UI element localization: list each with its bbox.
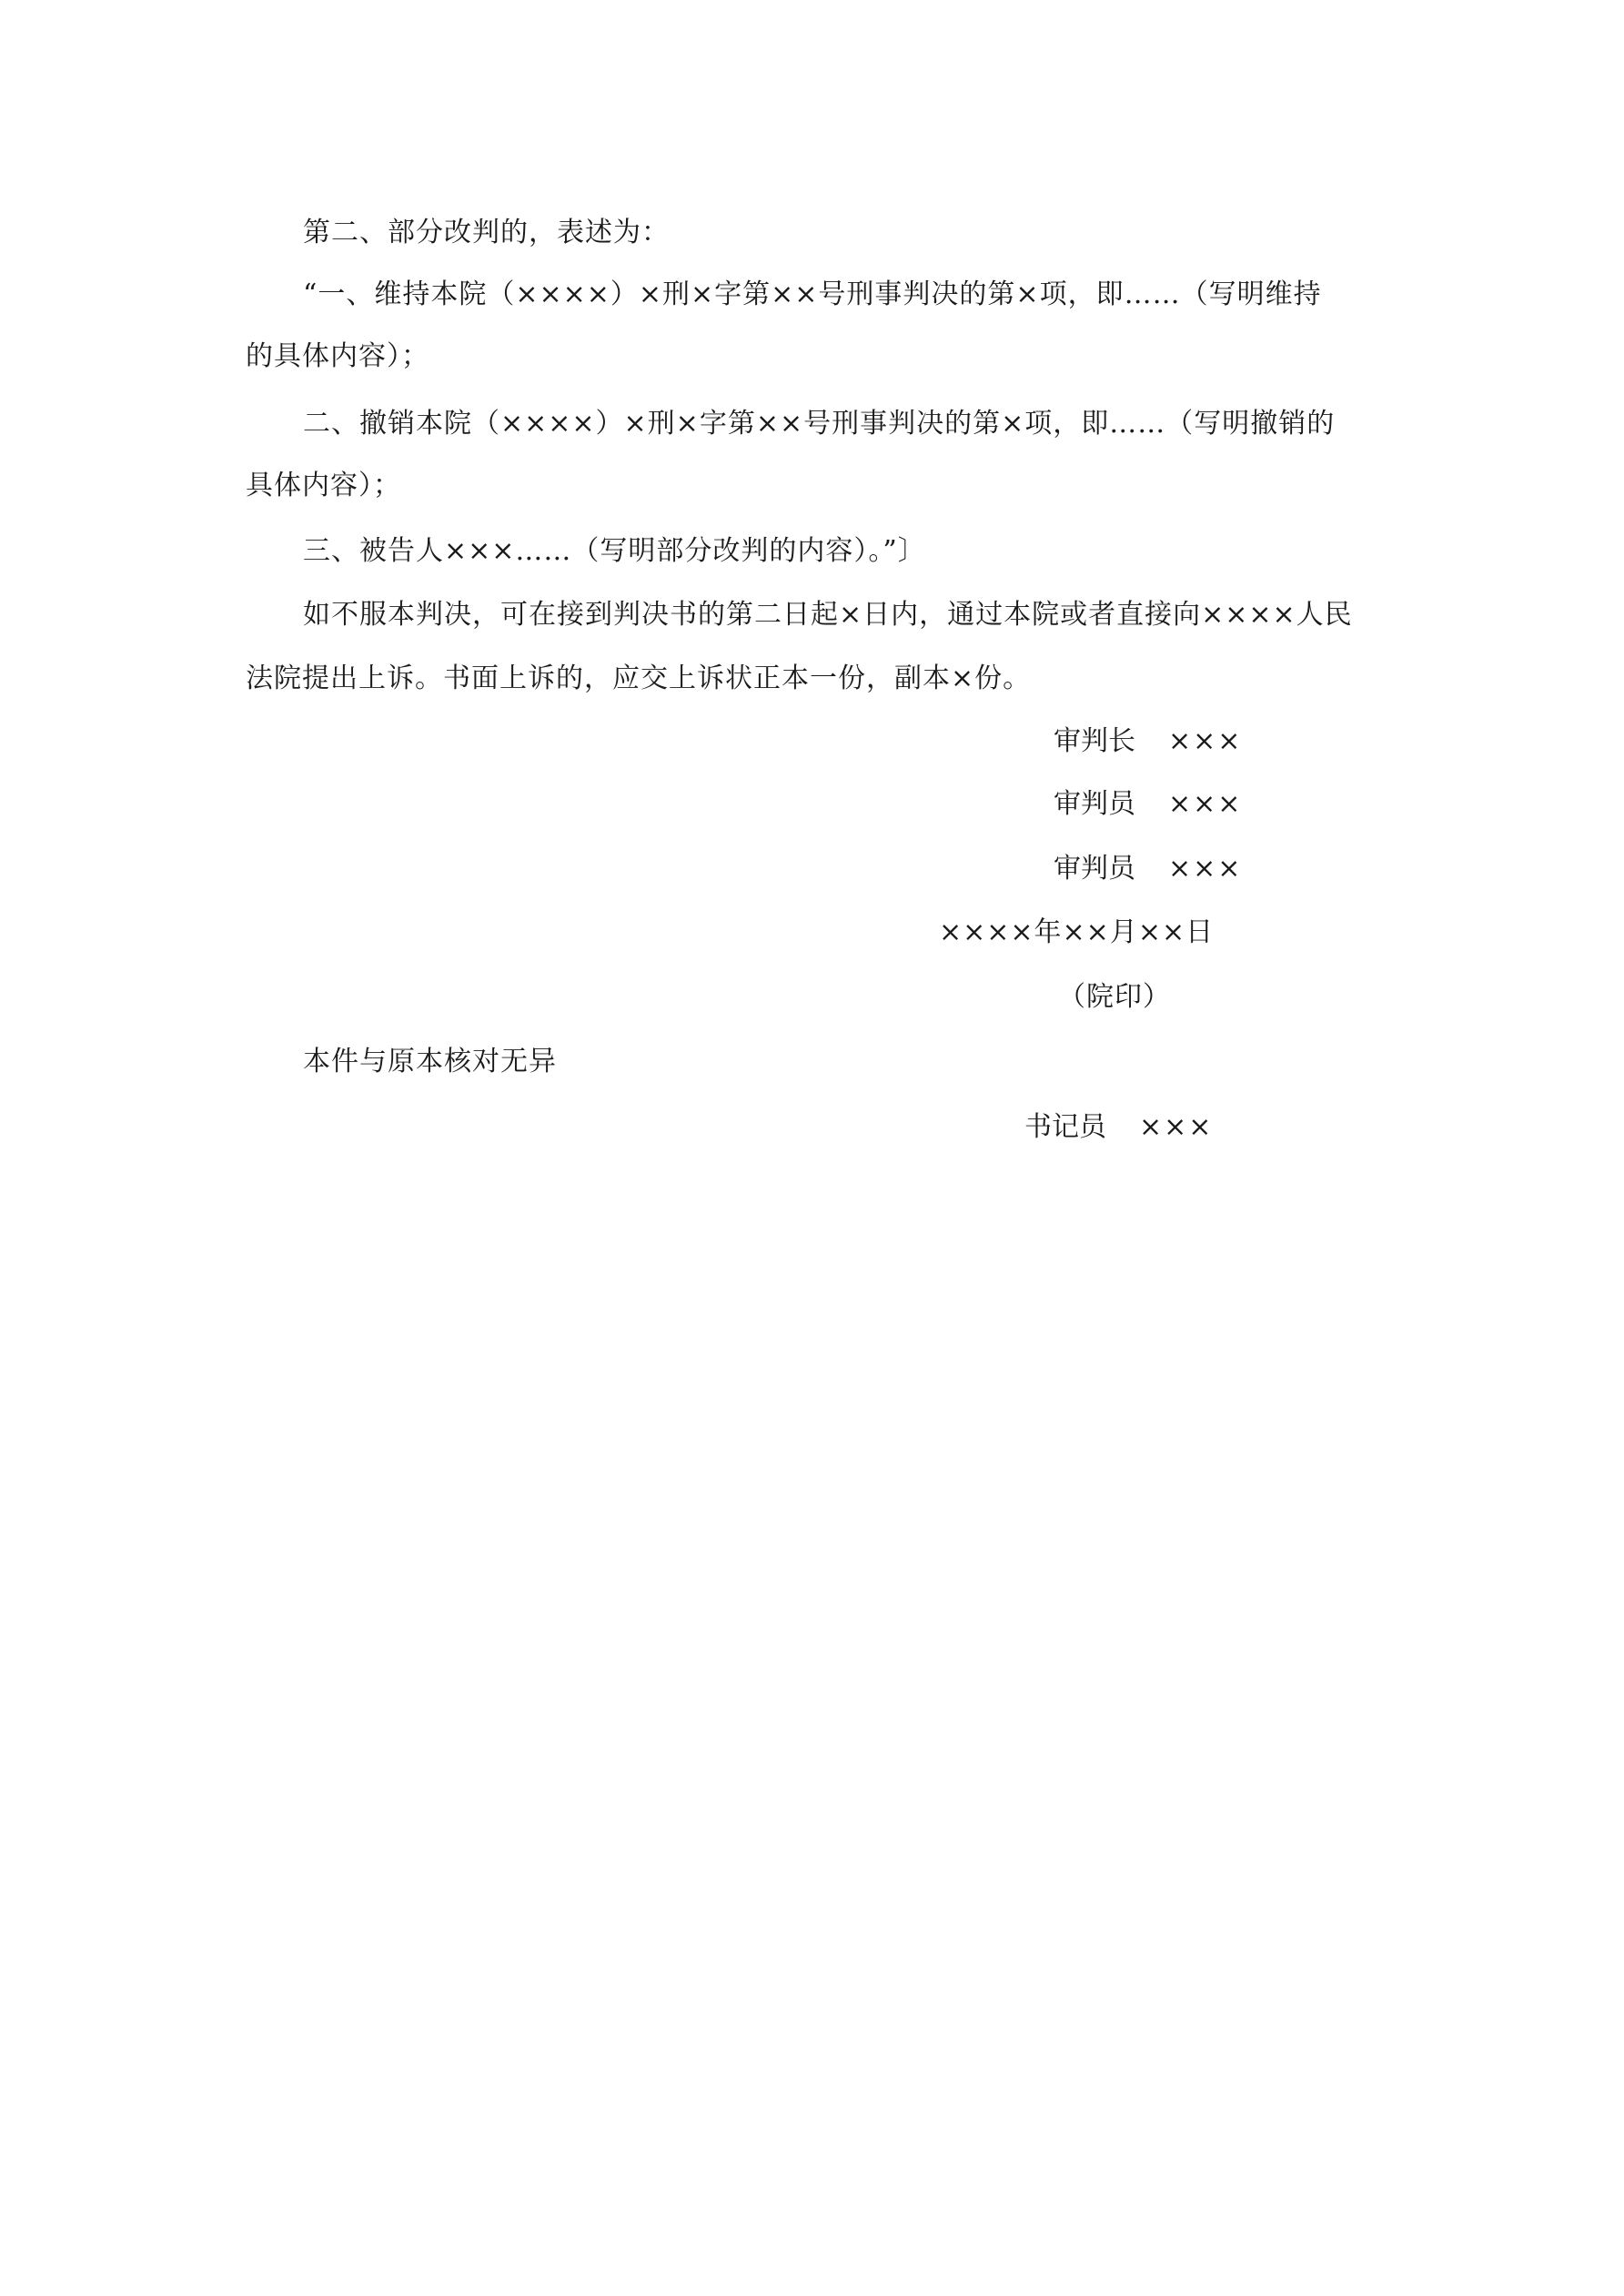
judge1-label: 审判员 xyxy=(1054,788,1135,820)
item1-line1: “一、维持本院（××××）×刑×字第××号刑事判决的第×项，即……（写明维持 xyxy=(303,278,1322,310)
judge2-name: ××× xyxy=(1168,853,1243,885)
presiding-judge-name: ××× xyxy=(1168,725,1243,757)
item1-line2: 的具体内容）； xyxy=(246,340,429,372)
clerk-name: ××× xyxy=(1139,1111,1214,1143)
judge2-row xyxy=(1054,851,1242,887)
presiding-judge-row xyxy=(1054,723,1242,760)
judge2-label: 审判员 xyxy=(1054,853,1135,885)
heading-line: 第二、部分改判的，表述为： xyxy=(303,217,670,248)
clerk-row xyxy=(1024,1109,1213,1146)
presiding-judge-label: 审判长 xyxy=(1054,725,1135,757)
certification-statement: 本件与原本核对无异 xyxy=(303,1046,557,1077)
judgment-date: ××××年××月××日 xyxy=(939,916,1215,948)
item2-line1: 二、撤销本院（××××）×刑×字第××号刑事判决的第×项，即……（写明撤销的 xyxy=(303,408,1336,440)
clerk-label: 书记员 xyxy=(1024,1111,1106,1143)
appeal-line1: 如不服本判决，可在接到判决书的第二日起×日内，通过本院或者直接向××××人民 xyxy=(303,599,1353,631)
item3-line: 三、被告人×××……（写明部分改判的内容）。”〕 xyxy=(303,535,926,567)
appeal-line2: 法院提出上诉。书面上诉的，应交上诉状正本一份，副本×份。 xyxy=(246,663,1032,694)
judge1-name: ××× xyxy=(1168,788,1243,820)
judge1-row xyxy=(1054,786,1242,823)
court-seal: （院印） xyxy=(1058,981,1171,1013)
item2-line2: 具体内容）； xyxy=(246,470,401,501)
